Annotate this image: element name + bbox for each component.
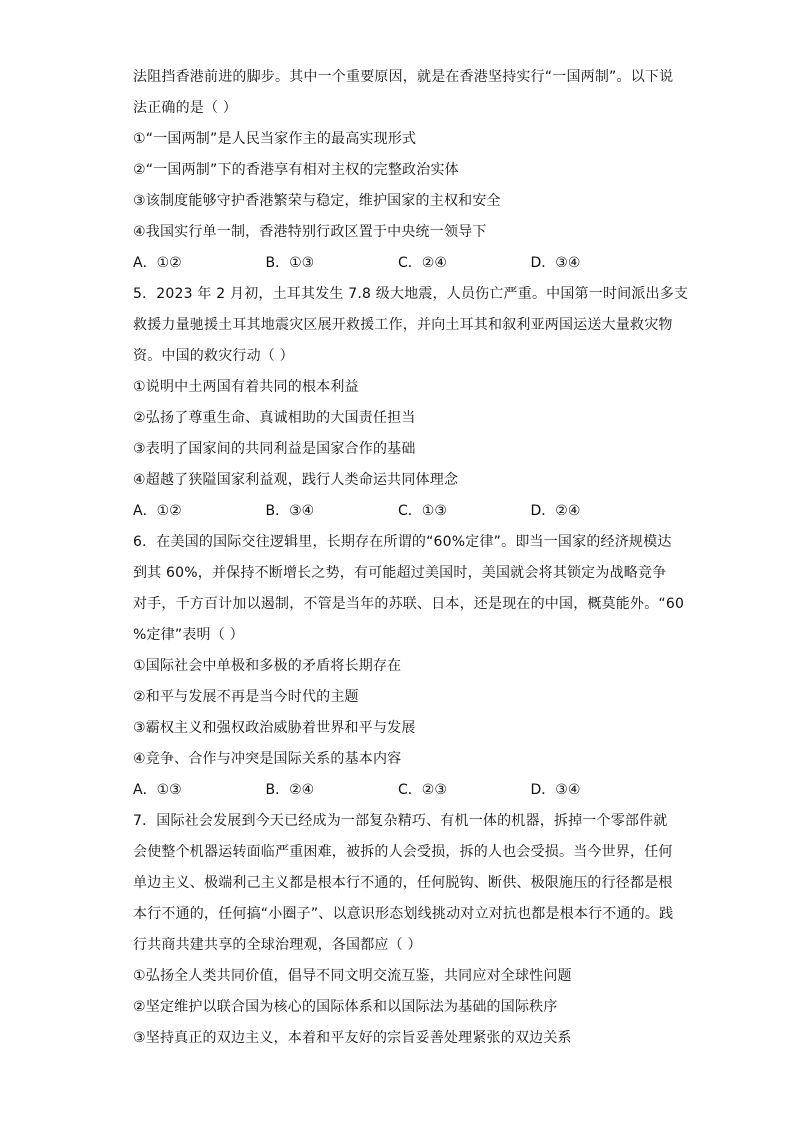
answer-options [133, 775, 663, 806]
statement-item: ①国际社会中单极和多极的矛盾将长期存在 [133, 658, 402, 674]
statement-item: ①说明中土两国有着共同的根本利益 [133, 379, 359, 395]
statement-item: ③该制度能够守护香港繁荣与稳定，维护国家的主权和安全 [133, 193, 501, 209]
statement-item: ②弘扬了尊重生命、真诚相助的大国责任担当 [133, 410, 416, 426]
option-d: D．③④ [530, 782, 581, 798]
statement-item: ③表明了国家间的共同利益是国家合作的基础 [133, 441, 416, 457]
question-stem-line: 7．国际社会发展到今天已经成为一部复杂精巧、有机一体的机器，拆掉一个零部件就 [133, 813, 668, 829]
option-d: D．③④ [530, 255, 581, 271]
question-stem-line: 行共商共建共享的全球治理观，各国都应（ ） [133, 937, 422, 953]
option-b: B．①③ [265, 255, 315, 271]
statement-item: ②坚定维护以联合国为核心的国际体系和以国际法为基础的国际秩序 [133, 999, 558, 1015]
question-stem-line: 5．2023 年 2 月初，土耳其发生 7.8 级大地震，人员伤亡严重。中国第一时间派出多支 [133, 286, 689, 302]
statement-item: ④竞争、合作与冲突是国际关系的基本内容 [133, 751, 402, 767]
statement-item: ②和平与发展不再是当今时代的主题 [133, 689, 359, 705]
question-stem-line: 到其 60%，并保持不断增长之势，有可能超过美国时，美国就会将其锁定为战略竞争 [133, 565, 667, 581]
statement-item: ①“一国两制”是人民当家作主的最高实现形式 [133, 131, 417, 147]
option-c: C．②④ [398, 255, 447, 271]
option-b: B．③④ [265, 503, 315, 519]
option-a: A．①③ [133, 782, 182, 798]
statement-item: ③坚持真正的双边主义，本着和平友好的宗旨妥善处理紧张的双边关系 [133, 1030, 572, 1046]
option-c: C．②③ [398, 782, 447, 798]
question-4 [133, 62, 674, 279]
question-stem-line: 资。中国的救灾行动（ ） [133, 348, 294, 364]
option-a: A．①② [133, 503, 182, 519]
question-5 [133, 279, 689, 527]
question-stem-line: 救援力量驰援土耳其地震灾区展开救援工作，并向土耳其和叙利亚两国运送大量救灾物 [133, 317, 673, 333]
statement-item: ①弘扬全人类共同价值，倡导不同文明交流互鉴，共同应对全球性问题 [133, 968, 572, 984]
answer-options [133, 496, 663, 527]
option-a: A．①② [133, 255, 182, 271]
question-stem-line: 对手，千方百计加以遏制，不管是当年的苏联、日本，还是现在的中国，概莫能外。“60 [133, 596, 685, 612]
statement-item: ③霸权主义和强权政治威胁着世界和平与发展 [133, 720, 416, 736]
statement-item: ④超越了狭隘国家利益观，践行人类命运共同体理念 [133, 472, 459, 488]
statement-item: ④我国实行单一制，香港特别行政区置于中央统一领导下 [133, 224, 487, 240]
question-stem-line: 6．在美国的国际交往逻辑里，长期存在所谓的“60%定律”。即当一国家的经济规模达 [133, 534, 672, 550]
question-stem-line: 本行不通的，任何搞“小圈子”、以意识形态划线挑动对立对抗也都是根本行不通的。践 [133, 906, 674, 922]
option-c: C．①③ [398, 503, 447, 519]
option-d: D．②④ [530, 503, 581, 519]
page-content [133, 62, 689, 1054]
question-6 [133, 527, 685, 806]
question-stem-line: 单边主义、极端利己主义都是根本行不通的，任何脱钩、断供、极限施压的行径都是根 [133, 875, 673, 891]
question-stem-line: 法阻挡香港前进的脚步。其中一个重要原因，就是在香港坚持实行“一国两制”。以下说 [133, 69, 674, 85]
question-stem-line: 法正确的是（ ） [133, 100, 238, 116]
answer-options [133, 248, 663, 279]
option-b: B．②④ [265, 782, 315, 798]
statement-item: ②“一国两制”下的香港享有相对主权的完整政治实体 [133, 162, 459, 178]
question-stem-line: 会使整个机器运转面临严重困难，被拆的人会受损，拆的人也会受损。当今世界，任何 [133, 844, 673, 860]
question-stem-line: %定律”表明（ ） [133, 627, 244, 643]
question-7 [133, 806, 674, 1054]
